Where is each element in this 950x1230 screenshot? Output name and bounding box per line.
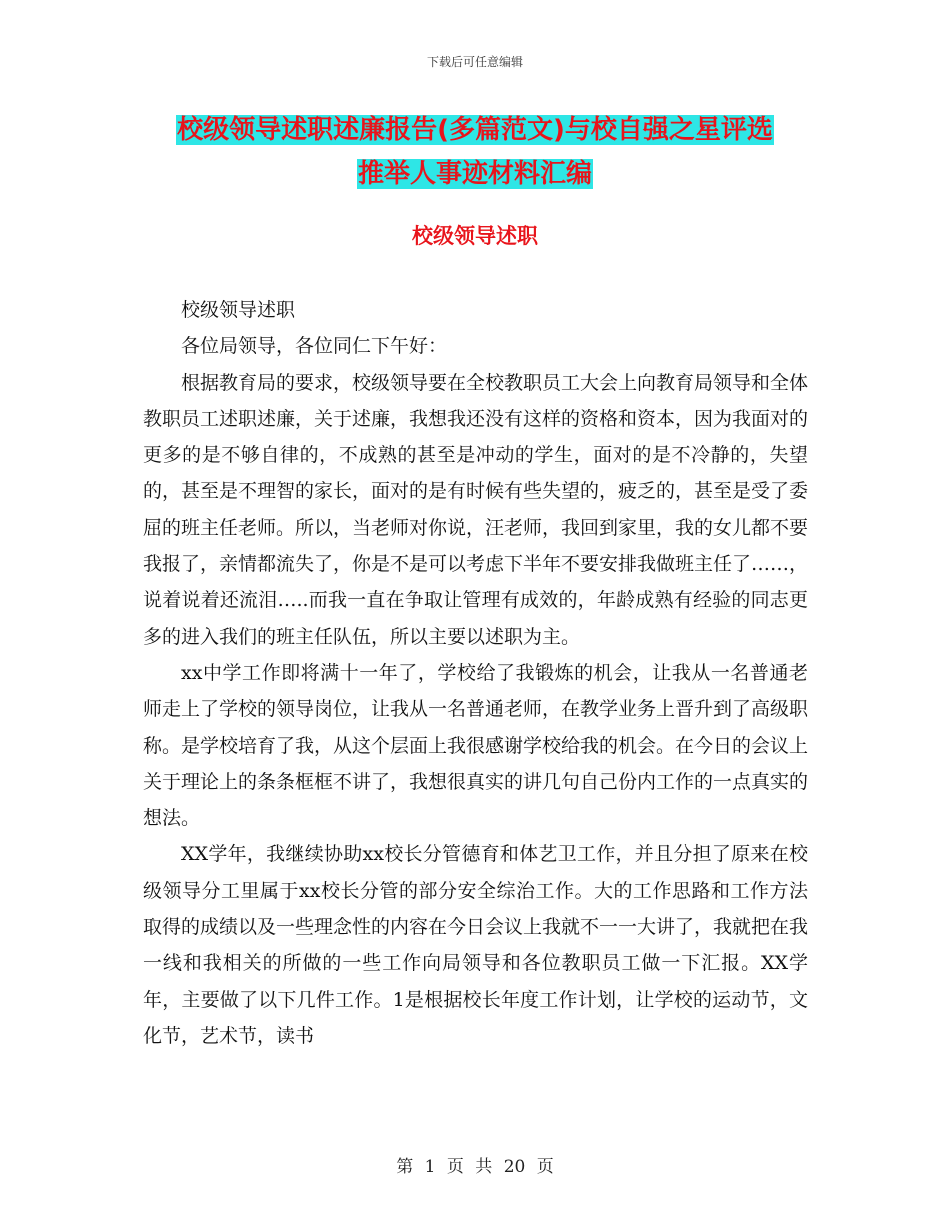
paragraph: XX学年，我继续协助xx校长分管德育和体艺卫工作，并且分担了原来在校级领导分工里属于xx校长分管的部分安全综治工作。大的工作思路和工作方法取得的成绩以及一些理念性的内容在今日会议上我就不一一大讲了，我就把在我一线和我相关的所做的一些工作向局领导和各位教职员工做一下汇报。XX学年，主要做了以下几件工作。1是根据校长年度工作计划，让学校的运动节，文化节，艺术节，读书: [143, 843, 809, 1047]
paragraph-subtitle: 校级领导述职: [181, 299, 296, 321]
section-heading: 校级领导述职: [412, 224, 538, 248]
header-note: 下载后可任意编辑: [426, 55, 523, 69]
page-number: 第 1 页 共 20 页: [396, 1157, 554, 1177]
document-title-line-2: 推举人事迹材料汇编: [357, 159, 592, 189]
paragraph: 根据教育局的要求，校级领导要在全校教职员工大会上向教育局领导和全体教职员工述职述廉，关于述廉，我想我还没有这样的资格和资本，因为我面对的更多的是不够自律的，不成熟的甚至是冲动的学生，面对的是不冷静的，失望的，甚至是不理智的家长，面对的是有时候有些失望的，疲乏的，甚至是受了委屈的班主任老师。所以，当老师对你说，汪老师，我回到家里，我的女儿都不要我报了，亲情都流失了，你是不是可以考虑下半年不要安排我做班主任了……，说着说着还流泪…..而我一直在争取让管理有成效的，年龄成熟有经验的同志更多的进入我们的班主任队伍，所以主要以述职为主。: [143, 371, 809, 648]
paragraph-greeting: 各位局领导，各位同仁下午好：: [181, 335, 448, 358]
document-title-line-1: 校级领导述职述廉报告(多篇范文)与校自强之星评选: [177, 115, 773, 145]
document-title: [140, 108, 810, 196]
paragraph: xx中学工作即将满十一年了，学校给了我锻炼的机会，让我从一名普通老师走上了学校的领导岗位，让我从一名普通老师，在教学业务上晋升到了高级职称。是学校培育了我，从这个层面上我很感谢学校给我的机会。在今日的会议上关于理论上的条条框框不讲了，我想很真实的讲几句自己份内工作的一点真实的想法。: [143, 661, 809, 830]
document-body: [143, 292, 808, 1054]
